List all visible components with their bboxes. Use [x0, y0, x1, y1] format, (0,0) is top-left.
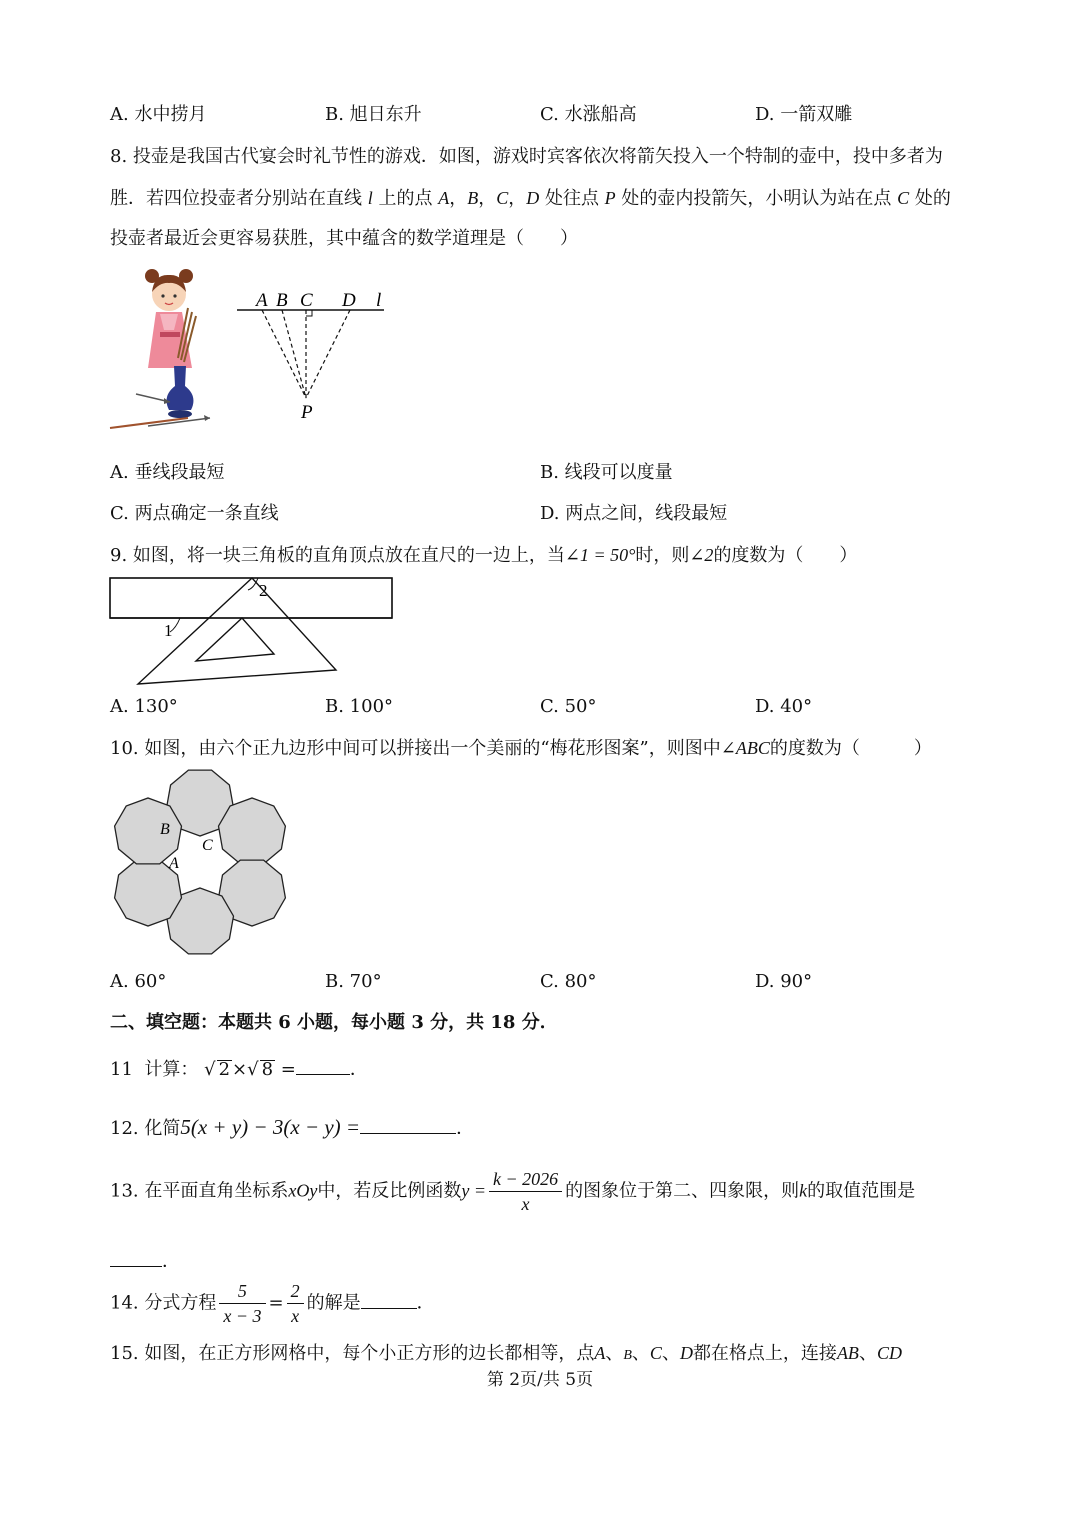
q8-illustration: [108, 268, 220, 438]
q10-figure: [106, 766, 294, 964]
q8-option-d: D. 两点之间，线段最短: [540, 503, 728, 524]
q8-option-b: B. 线段可以度量: [540, 462, 673, 483]
q7-option-b: B. 旭日东升: [325, 104, 422, 125]
q8-line2: 胜．若四位投壶者分别站在直线 l 上的点 A，B，C，D 处往点 P 处的壶内投箭矢，小明认为站在点 C 处的: [110, 188, 951, 209]
q7-option-d: D. 一箭双雕: [755, 104, 853, 125]
q10-option-c: C. 80°: [540, 971, 597, 992]
nonagon: [115, 798, 182, 864]
q7-option-a: A. 水中捞月: [110, 104, 207, 125]
q9-figure: [108, 574, 398, 688]
q8-label-d: D: [342, 290, 356, 311]
q11: 11 计算： √ 2 ×√ 8 = ．: [110, 1059, 368, 1080]
q15: 15. 如图，在正方形网格中，每个小正方形的边长都相等，点A、B、C、D都在格点上，连接AB、CD: [110, 1343, 902, 1364]
q8-label-l: l: [376, 290, 382, 311]
q12: 12. 化简5(x + y) − 3(x − y) = ．: [110, 1115, 475, 1139]
q10-option-d: D. 90°: [755, 971, 813, 992]
q10-label-c: C: [202, 837, 213, 854]
q8-line1: 8. 投壶是我国古代宴会时礼节性的游戏．如图，游戏时宾客依次将箭矢投入一个特制的壶中，投中多者为: [110, 146, 943, 167]
q9-angle-1: 1: [164, 621, 173, 640]
q10-label-a: A: [169, 855, 179, 872]
nonagon: [219, 798, 286, 864]
q9-stem: 9. 如图，将一块三角板的直角顶点放在直尺的一边上，当∠1 = 50°时，则∠2的度数为（ ）: [110, 545, 858, 566]
q9-option-b: B. 100°: [325, 696, 394, 717]
page-footer: 第 2页/共 5页: [486, 1370, 594, 1390]
q14: 14. 分式方程 $\frac{5}{x - 3}$ = $\frac{2}{x}$ 的解是 ．: [110, 1281, 435, 1326]
q10-stem: 10. 如图，由六个正九边形中间可以拼接出一个美丽的“梅花形图案”，则图中∠ABC的度数为（ ）: [110, 738, 932, 759]
q8-option-a: A. 垂线段最短: [110, 462, 225, 483]
q10-option-b: B. 70°: [325, 971, 382, 992]
q8-label-a: A: [256, 290, 268, 311]
section-2-heading: 二、填空题：本题共 6 小题，每小题 3 分，共 18 分．: [110, 1012, 558, 1033]
q13-answer-line: ．: [110, 1250, 180, 1271]
q8-figure: [232, 288, 392, 428]
q9-option-c: C. 50°: [540, 696, 597, 717]
q8-line3: 投壶者最近会更容易获胜，其中蕴含的数学道理是（ ）: [110, 228, 578, 249]
q13: 13. 在平面直角坐标系xOy中，若反比例函数y = $\frac{k - 2026}{x}$ 的图象位于第二、四象限，则k的取值范围是: [110, 1169, 916, 1214]
q8-label-c: C: [300, 290, 313, 311]
q9-angle-2: 2: [259, 581, 268, 600]
q9-option-a: A. 130°: [110, 696, 178, 717]
q9-option-d: D. 40°: [755, 696, 813, 717]
q10-option-a: A. 60°: [110, 971, 167, 992]
q8-label-p: P: [301, 402, 313, 423]
q10-label-b: B: [160, 821, 170, 838]
q8-label-b: B: [276, 290, 288, 311]
q8-option-c: C. 两点确定一条直线: [110, 503, 279, 524]
q7-option-c: C. 水涨船高: [540, 104, 637, 125]
